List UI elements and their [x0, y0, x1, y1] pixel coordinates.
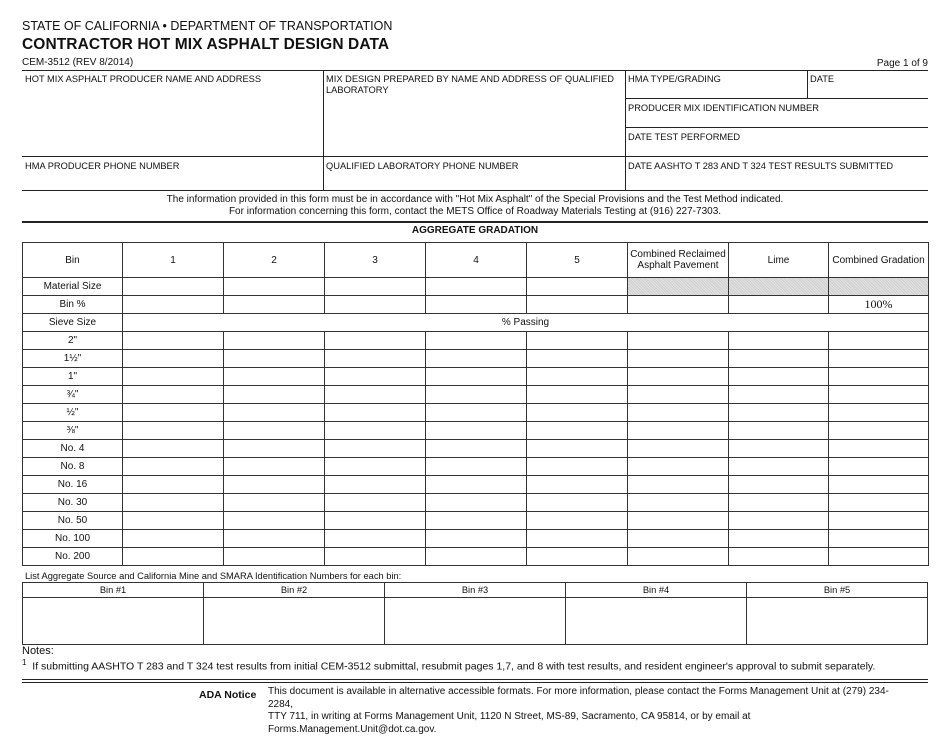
- percent-passing-cell[interactable]: [829, 422, 929, 440]
- percent-passing-cell[interactable]: [527, 530, 628, 548]
- percent-passing-cell[interactable]: [224, 386, 325, 404]
- gradation-table: [22, 242, 929, 566]
- agency-name: STATE OF CALIFORNIA • DEPARTMENT OF TRANSPORTATION: [22, 19, 393, 33]
- percent-passing-cell[interactable]: [224, 422, 325, 440]
- material-size-cell: [829, 278, 929, 296]
- field-label: PRODUCER MIX IDENTIFICATION NUMBER: [628, 103, 819, 113]
- column-header: Bin: [23, 243, 123, 278]
- lab-name-address-field[interactable]: [326, 74, 616, 154]
- percent-passing-cell[interactable]: [628, 512, 729, 530]
- percent-passing-cell[interactable]: [829, 332, 929, 350]
- percent-passing-cell[interactable]: [325, 386, 426, 404]
- percent-passing-cell[interactable]: [426, 458, 527, 476]
- ada-line-2: TTY 711, in writing at Forms Management Unit, 1120 N Street, MS-89, Sacramento, CA 95814, or by email at Forms.Management.Unit@dot.ca.gov.: [268, 711, 751, 735]
- percent-passing-cell[interactable]: [628, 476, 729, 494]
- percent-passing-cell[interactable]: [123, 494, 224, 512]
- bin-header-row: [23, 583, 928, 598]
- column-header: Combined Gradation: [829, 243, 929, 278]
- percent-passing-cell[interactable]: [628, 458, 729, 476]
- percent-passing-cell[interactable]: [829, 440, 929, 458]
- percent-passing-cell[interactable]: [729, 368, 829, 386]
- percent-passing-cell[interactable]: [829, 476, 929, 494]
- info-line-2: For information concerning this form, contact the METS Office of Roadway Materials Testing at (916) 227-7303.: [228, 206, 722, 217]
- sieve-row: [23, 332, 929, 350]
- field-label: DATE AASHTO T 283 AND T 324 TEST RESULTS SUBMITTED: [628, 161, 894, 171]
- percent-passing-cell[interactable]: [527, 476, 628, 494]
- percent-passing-cell[interactable]: [628, 494, 729, 512]
- sieve-row: [23, 386, 929, 404]
- percent-passing-cell[interactable]: [123, 548, 224, 566]
- percent-passing-cell[interactable]: [426, 386, 527, 404]
- lab-phone-field[interactable]: [326, 161, 621, 188]
- divider: [22, 156, 928, 157]
- field-label: HMA PRODUCER PHONE NUMBER: [25, 161, 180, 171]
- bin-source-cell[interactable]: [204, 598, 385, 645]
- bin-percent-cell[interactable]: [729, 296, 829, 314]
- percent-passing-cell[interactable]: [527, 422, 628, 440]
- producer-mix-id-field[interactable]: [628, 103, 923, 125]
- bin-source-cell[interactable]: [566, 598, 747, 645]
- percent-passing-cell[interactable]: [123, 350, 224, 368]
- sieve-row: [23, 368, 929, 386]
- date-field[interactable]: [810, 74, 925, 96]
- percent-passing-cell[interactable]: [325, 512, 426, 530]
- percent-passing-cell[interactable]: [426, 332, 527, 350]
- percent-passing-cell[interactable]: [729, 332, 829, 350]
- field-label: DATE: [810, 74, 835, 84]
- percent-passing-cell[interactable]: [426, 494, 527, 512]
- percent-passing-cell[interactable]: [729, 548, 829, 566]
- gradation-title: AGGREGATE GRADATION: [411, 225, 539, 236]
- bin-header: Bin #4: [566, 583, 747, 598]
- bin-percent-cell[interactable]: [123, 296, 224, 314]
- bin-percent-cell[interactable]: [325, 296, 426, 314]
- percent-passing-cell[interactable]: [123, 512, 224, 530]
- percent-passing-cell[interactable]: [426, 548, 527, 566]
- percent-passing-cell[interactable]: [123, 440, 224, 458]
- percent-passing-cell[interactable]: [426, 422, 527, 440]
- row-label: Bin %: [23, 296, 123, 314]
- divider: [22, 190, 928, 191]
- percent-passing-cell[interactable]: [224, 548, 325, 566]
- percent-passing-cell[interactable]: [426, 440, 527, 458]
- sieve-label: No. 4: [23, 440, 123, 458]
- percent-passing-cell[interactable]: [325, 332, 426, 350]
- percent-passing-cell[interactable]: [224, 350, 325, 368]
- percent-passing-cell[interactable]: [426, 350, 527, 368]
- column-header: Combined Reclaimed Asphalt Pavement: [628, 243, 729, 278]
- percent-passing-cell[interactable]: [628, 530, 729, 548]
- percent-passing-cell[interactable]: [325, 458, 426, 476]
- percent-passing-cell[interactable]: [628, 386, 729, 404]
- percent-passing-cell[interactable]: [527, 332, 628, 350]
- sieve-label: No. 100: [23, 530, 123, 548]
- percent-passing-cell[interactable]: [729, 440, 829, 458]
- material-size-cell[interactable]: [224, 278, 325, 296]
- percent-passing-cell[interactable]: [426, 476, 527, 494]
- percent-passing-cell[interactable]: [628, 368, 729, 386]
- percent-passing-cell[interactable]: [527, 440, 628, 458]
- bin-percent-cell[interactable]: [527, 296, 628, 314]
- footnote: [22, 658, 875, 673]
- column-header: 2: [224, 243, 325, 278]
- bin-header: Bin #3: [385, 583, 566, 598]
- percent-passing-cell[interactable]: [123, 404, 224, 422]
- percent-passing-cell[interactable]: [527, 368, 628, 386]
- percent-passing-cell[interactable]: [829, 404, 929, 422]
- bin-entry-row: [23, 598, 928, 645]
- percent-passing-cell[interactable]: [829, 350, 929, 368]
- footnote-text: If submitting AASHTO T 283 and T 324 test results from initial CEM-3512 submittal, resubmit pages 1,7, and 8 with test results, and resident engineer's approval to submit separately.: [32, 660, 876, 673]
- percent-passing-cell[interactable]: [325, 350, 426, 368]
- sieve-label: 1½": [23, 350, 123, 368]
- bin-source-cell[interactable]: [385, 598, 566, 645]
- sieve-row: [23, 476, 929, 494]
- footnote-marker: 1: [22, 658, 27, 667]
- sieve-row: [23, 548, 929, 566]
- percent-passing-cell[interactable]: [527, 458, 628, 476]
- percent-passing-cell[interactable]: [123, 530, 224, 548]
- field-label: HOT MIX ASPHALT PRODUCER NAME AND ADDRESS: [25, 74, 262, 84]
- row-label: Sieve Size: [23, 314, 123, 332]
- bin-sources-table: [22, 582, 928, 645]
- percent-passing-cell[interactable]: [829, 548, 929, 566]
- bin-percent-row: [23, 296, 929, 314]
- percent-passing-cell[interactable]: [224, 368, 325, 386]
- percent-passing-cell[interactable]: [325, 494, 426, 512]
- bin-header: Bin #5: [747, 583, 928, 598]
- percent-passing-cell[interactable]: [628, 440, 729, 458]
- bin-percent-cell[interactable]: [426, 296, 527, 314]
- sieve-row: [23, 350, 929, 368]
- percent-passing-cell[interactable]: [628, 548, 729, 566]
- column-header: 3: [325, 243, 426, 278]
- percent-passing-label: % Passing: [123, 314, 929, 332]
- ada-line-1: This document is available in alternative accessible formats. For more information, please contact the Forms Management Unit at (279) 234-2284,: [268, 686, 889, 710]
- percent-passing-cell[interactable]: [729, 422, 829, 440]
- form-title: CONTRACTOR HOT MIX ASPHALT DESIGN DATA: [22, 36, 390, 53]
- bin-header: Bin #1: [23, 583, 204, 598]
- divider: [22, 679, 928, 680]
- percent-passing-cell[interactable]: [829, 458, 929, 476]
- divider: [323, 70, 324, 190]
- percent-passing-cell[interactable]: [224, 458, 325, 476]
- percent-passing-cell[interactable]: [123, 386, 224, 404]
- divider: [625, 70, 626, 190]
- sieve-label: No. 16: [23, 476, 123, 494]
- percent-passing-cell[interactable]: [729, 386, 829, 404]
- percent-passing-cell[interactable]: [123, 458, 224, 476]
- percent-passing-cell[interactable]: [628, 404, 729, 422]
- sources-instruction: List Aggregate Source and California Mine and SMARA Identification Numbers for each bin:: [25, 571, 402, 581]
- sieve-label: ½": [23, 404, 123, 422]
- sieve-label: 1": [23, 368, 123, 386]
- material-size-row: [23, 278, 929, 296]
- percent-passing-cell[interactable]: [325, 476, 426, 494]
- producer-name-address-field[interactable]: [25, 74, 320, 154]
- percent-passing-cell[interactable]: [527, 512, 628, 530]
- divider: [22, 70, 928, 71]
- sieve-row: [23, 422, 929, 440]
- producer-phone-field[interactable]: [25, 161, 320, 188]
- page-number: Page 1 of 9: [876, 58, 928, 69]
- bin-header: Bin #2: [204, 583, 385, 598]
- divider: [807, 70, 808, 98]
- row-label: Material Size: [23, 278, 123, 296]
- sieve-label: 2": [23, 332, 123, 350]
- sieve-label: ¾": [23, 386, 123, 404]
- percent-passing-cell[interactable]: [224, 476, 325, 494]
- hma-type-field[interactable]: [628, 74, 803, 96]
- percent-passing-cell[interactable]: [729, 458, 829, 476]
- percent-passing-cell[interactable]: [829, 512, 929, 530]
- percent-passing-cell[interactable]: [123, 332, 224, 350]
- material-size-cell[interactable]: [123, 278, 224, 296]
- sieve-label: No. 30: [23, 494, 123, 512]
- percent-passing-cell[interactable]: [729, 350, 829, 368]
- percent-passing-cell[interactable]: [829, 368, 929, 386]
- field-label: QUALIFIED LABORATORY PHONE NUMBER: [326, 161, 519, 171]
- sieve-row: [23, 530, 929, 548]
- percent-passing-cell[interactable]: [224, 404, 325, 422]
- sieve-row: [23, 458, 929, 476]
- percent-passing-cell[interactable]: [729, 512, 829, 530]
- percent-passing-cell[interactable]: [628, 422, 729, 440]
- divider: [625, 98, 928, 99]
- sieve-row: [23, 494, 929, 512]
- percent-passing-cell[interactable]: [224, 440, 325, 458]
- percent-passing-cell[interactable]: [224, 530, 325, 548]
- ada-notice-label: ADA Notice: [199, 689, 257, 701]
- column-header: 5: [527, 243, 628, 278]
- ada-notice-text: [268, 686, 908, 736]
- percent-passing-cell[interactable]: [325, 422, 426, 440]
- column-header: Lime: [729, 243, 829, 278]
- percent-passing-cell[interactable]: [325, 368, 426, 386]
- sieve-label: ⅜": [23, 422, 123, 440]
- percent-passing-cell[interactable]: [123, 368, 224, 386]
- bin-source-cell[interactable]: [23, 598, 204, 645]
- bin-percent-cell[interactable]: [224, 296, 325, 314]
- percent-passing-cell[interactable]: [527, 494, 628, 512]
- percent-passing-cell[interactable]: [829, 494, 929, 512]
- sieve-size-row: [23, 314, 929, 332]
- percent-passing-cell[interactable]: [729, 530, 829, 548]
- percent-passing-cell[interactable]: [325, 548, 426, 566]
- bin-percent-cell[interactable]: [628, 296, 729, 314]
- percent-passing-cell[interactable]: [628, 350, 729, 368]
- sieve-row: [23, 512, 929, 530]
- percent-passing-cell[interactable]: [527, 350, 628, 368]
- column-header: 4: [426, 243, 527, 278]
- percent-passing-cell[interactable]: [224, 512, 325, 530]
- percent-passing-cell[interactable]: [224, 332, 325, 350]
- percent-passing-cell[interactable]: [527, 548, 628, 566]
- material-size-cell: [628, 278, 729, 296]
- date-test-field[interactable]: [628, 132, 923, 154]
- percent-passing-cell[interactable]: [325, 404, 426, 422]
- sieve-label: No. 50: [23, 512, 123, 530]
- percent-passing-cell[interactable]: [123, 422, 224, 440]
- field-label: MIX DESIGN PREPARED BY NAME AND ADDRESS OF QUALIFIED LABORATORY: [326, 74, 614, 95]
- sieve-label: No. 8: [23, 458, 123, 476]
- percent-passing-cell[interactable]: [628, 332, 729, 350]
- percent-passing-cell[interactable]: [829, 530, 929, 548]
- info-line-1: The information provided in this form must be in accordance with "Hot Mix Asphalt" of the Special Provisions and the Test Method indicated.: [166, 194, 784, 205]
- percent-passing-cell[interactable]: [729, 404, 829, 422]
- field-label: DATE TEST PERFORMED: [628, 132, 741, 142]
- column-header: 1: [123, 243, 224, 278]
- percent-passing-cell[interactable]: [527, 386, 628, 404]
- notes-label: Notes:: [22, 645, 54, 657]
- divider: [22, 221, 928, 223]
- percent-passing-cell[interactable]: [729, 476, 829, 494]
- percent-passing-cell[interactable]: [729, 494, 829, 512]
- material-size-cell[interactable]: [527, 278, 628, 296]
- material-size-cell: [729, 278, 829, 296]
- sieve-label: No. 200: [23, 548, 123, 566]
- material-size-cell[interactable]: [325, 278, 426, 296]
- bin-source-cell[interactable]: [747, 598, 928, 645]
- field-label: HMA TYPE/GRADING: [628, 74, 721, 84]
- percent-passing-cell[interactable]: [426, 404, 527, 422]
- percent-passing-cell[interactable]: [527, 404, 628, 422]
- sieve-row: [23, 440, 929, 458]
- form-number: CEM-3512 (REV 8/2014): [22, 57, 134, 68]
- bin-percent-total: 100%: [829, 296, 929, 314]
- percent-passing-cell[interactable]: [829, 386, 929, 404]
- sieve-row: [23, 404, 929, 422]
- percent-passing-cell[interactable]: [426, 530, 527, 548]
- divider: [625, 127, 928, 128]
- percent-passing-cell[interactable]: [426, 368, 527, 386]
- percent-passing-cell[interactable]: [123, 476, 224, 494]
- gradation-header-row: [23, 243, 929, 278]
- date-aashto-field[interactable]: [628, 161, 926, 188]
- percent-passing-cell[interactable]: [325, 440, 426, 458]
- divider: [22, 682, 928, 683]
- percent-passing-cell[interactable]: [325, 530, 426, 548]
- material-size-cell[interactable]: [426, 278, 527, 296]
- percent-passing-cell[interactable]: [426, 512, 527, 530]
- percent-passing-cell[interactable]: [224, 494, 325, 512]
